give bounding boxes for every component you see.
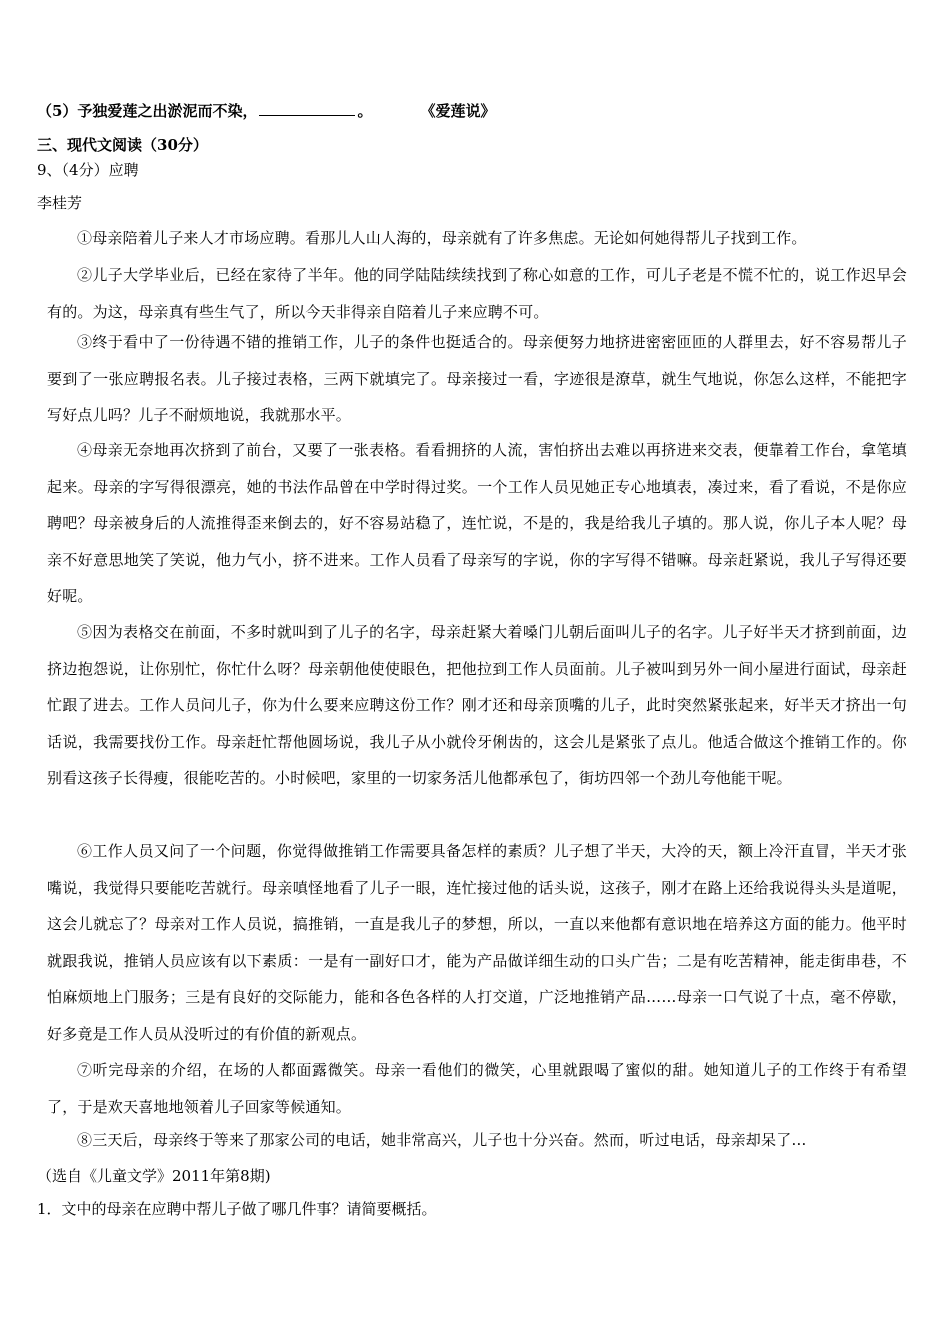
- poem-fill-item: [37, 101, 907, 121]
- answer-blank[interactable]: [259, 101, 355, 116]
- article-paragraph-4: ④母亲无奈地再次挤到了前台，又要了一张表格。看看拥挤的人流，害怕挤出去难以再挤进来交表，便靠着工作台，拿笔填起来。母亲的字写得很漂亮，她的书法作品曾在中学时得过奖。一个工作人员见她正专心地填表，凑过来，看了看说，不是你应聘吧？母亲被身后的人流推得歪来倒去的，好不容易站稳了，连忙说，不是的，我是给我儿子填的。那人说，你儿子本人呢？母亲不好意思地笑了笑说，他力气小，挤不进来。工作人员看了母亲写的字说，你的字写得不错嘛。母亲赶紧说，我儿子写得还要好呢。: [47, 441, 907, 606]
- sub-question-1: 1．文中的母亲在应聘中帮儿子做了哪几件事？请简要概括。: [37, 1200, 437, 1218]
- section-title: 三、现代文阅读（30分）: [37, 136, 208, 154]
- poem-item-prefix: （5）予独爱莲之出淤泥而不染，: [37, 102, 258, 120]
- article-paragraph-2: ②儿子大学毕业后，已经在家待了半年。他的同学陆陆续续找到了称心如意的工作，可儿子老是不慌不忙的，说工作迟早会有的。为这，母亲真有些生气了，所以今天非得亲自陪着儿子来应聘不可。: [47, 266, 907, 321]
- article-source-note: （选自《儿童文学》2011年第8期): [37, 1167, 271, 1185]
- poem-item-suffix: 。: [357, 102, 373, 120]
- article-paragraph-7: ⑦听完母亲的介绍，在场的人都面露微笑。母亲一看他们的微笑，心里就跟喝了蜜似的甜。她知道儿子的工作终于有希望了，于是欢天喜地地领着儿子回家等候通知。: [47, 1061, 907, 1116]
- article-paragraph-5: ⑤因为表格交在前面，不多时就叫到了儿子的名字，母亲赶紧大着嗓门儿朝后面叫儿子的名字。儿子好半天才挤到前面，边挤边抱怨说，让你别忙，你忙什么呀？母亲朝他使使眼色，把他拉到工作人员面前。儿子被叫到另外一间小屋进行面试，母亲赶忙跟了进去。工作人员问儿子，你为什么要来应聘这份工作？刚才还和母亲顶嘴的儿子，此时突然紧张起来，好半天才挤出一句话说，我需要找份工作。母亲赶忙帮他圆场说，我儿子从小就伶牙俐齿的，这会儿是紧张了点儿。他适合做这个推销工作的。你别看这孩子长得瘦，很能吃苦的。小时候吧，家里的一切家务活儿他都承包了，街坊四邻一个劲儿夸他能干呢。: [47, 623, 907, 788]
- article-paragraph-3: ③终于看中了一份待遇不错的推销工作，儿子的条件也挺适合的。母亲便努力地挤进密密匝匝的人群里去，好不容易帮儿子要到了一张应聘报名表。儿子接过表格，三两下就填完了。母亲接过一看，字迹很是潦草，就生气地说，你怎么这样，不能把字写好点儿吗？儿子不耐烦地说，我就那水平。: [47, 333, 907, 425]
- article-author: 李桂芳: [37, 194, 83, 212]
- article-paragraph-6: ⑥工作人员又问了一个问题，你觉得做推销工作需要具备怎样的素质？儿子想了半天，大冷的天，额上冷汗直冒，半天才张嘴说，我觉得只要能吃苦就行。母亲嗔怪地看了儿子一眼，连忙接过他的话头说，这孩子，刚才在路上还给我说得头头是道呢，这会儿就忘了？母亲对工作人员说，搞推销，一直是我儿子的梦想，所以，一直以来他都有意识地在培养这方面的能力。他平时就跟我说，推销人员应该有以下素质：一是有一副好口才，能为产品做详细生动的口头广告；二是有吃苦精神，能走街串巷，不怕麻烦地上门服务；三是有良好的交际能力，能和各色各样的人打交道，广泛地推销产品……母亲一口气说了十点，毫不停歇，好多竟是工作人员从没听过的有价值的新观点。: [47, 842, 907, 1043]
- article-paragraph-1: ①母亲陪着儿子来人才市场应聘。看那儿人山人海的，母亲就有了许多焦虑。无论如何她得帮儿子找到工作。: [77, 229, 807, 247]
- question-number: 9、（4分）应聘: [37, 161, 139, 179]
- poem-item-source: 《爱莲说》: [420, 102, 496, 120]
- article-paragraph-8: ⑧三天后，母亲终于等来了那家公司的电话，她非常高兴，儿子也十分兴奋。然而，听过电话，母亲却呆了…: [77, 1131, 807, 1149]
